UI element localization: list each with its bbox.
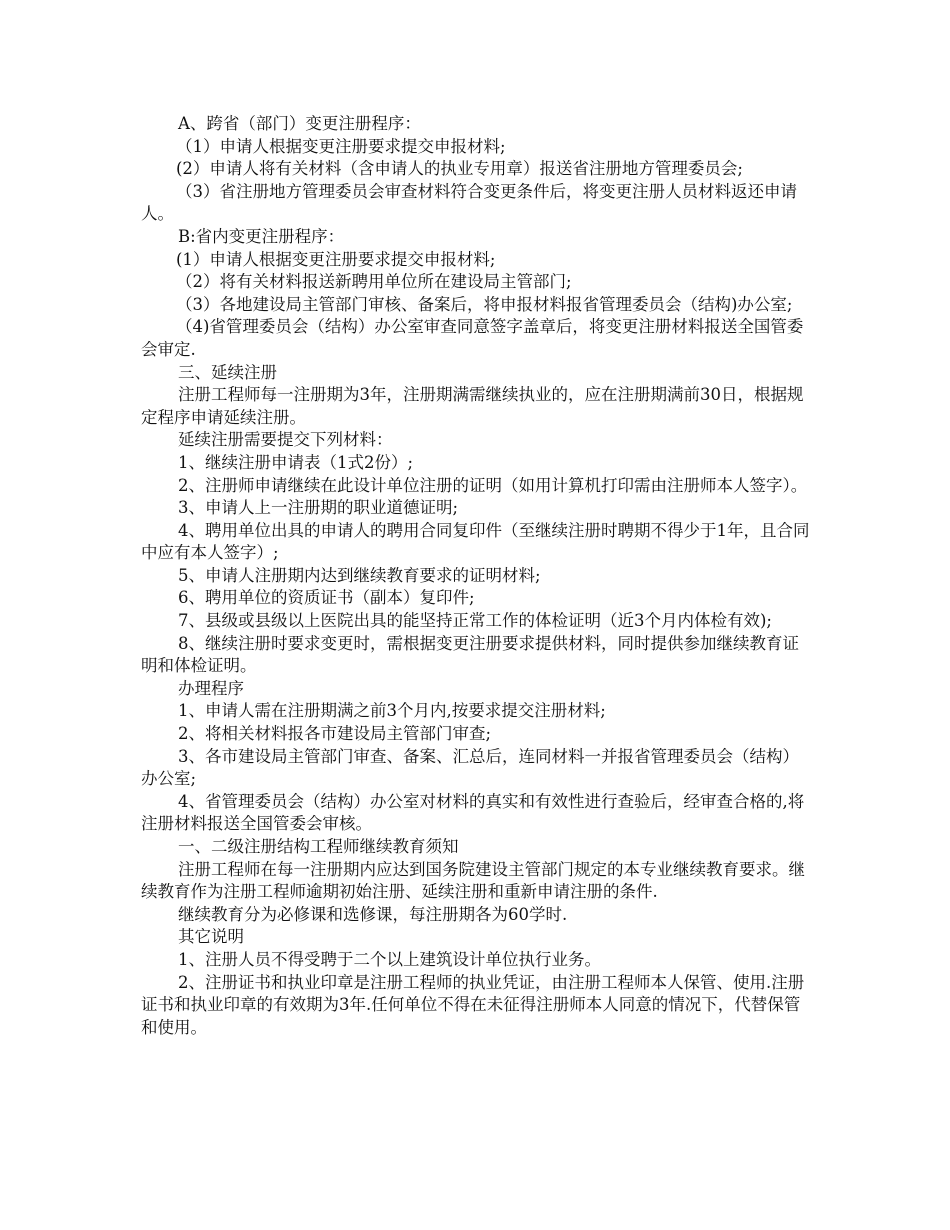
list-item: 2、注册证书和执业印章是注册工程师的执业凭证，由注册工程师本人保管、使用.注册证书和执业印章的有效期为3年.任何单位不得在未征得注册师本人同意的情况下，代替保管和使用。 [141,972,805,1037]
heading-continuing-education: 一、二级注册结构工程师继续教育须知 [178,837,459,856]
paragraph: （3）各地建设局主管部门审核、备案后，将申报材料报省管理委员会（结构)办公室; [176,294,793,314]
heading-procedure: 办理程序 [178,678,244,698]
paragraph: 继续教育分为必修课和选修课，每注册期各为60学时. [178,904,568,924]
list-item: 4、聘用单位出具的申请人的聘用合同复印件（至继续注册时聘期不得少于1年，且合同中应有本人签字）; [141,520,810,563]
list-item: 1、申请人需在注册期满之前3个月内,按要求提交注册材料; [178,701,606,721]
paragraph: （4)省管理委员会（结构）办公室审查同意签字盖章后，将变更注册材料报送全国管委会审定. [141,317,804,359]
heading-in-province-change: B:省内变更注册程序： [178,226,345,246]
list-item: 1、注册人员不得受聘于二个以上建筑设计单位执行业务。 [178,949,601,969]
list-item: 2、注册师申请继续在此设计单位注册的证明（如用计算机打印需由注册师本人签字）。 [178,475,808,495]
list-item: 1、继续注册申请表（1式2份）; [178,452,414,472]
list-item: 5、申请人注册期内达到继续教育要求的证明材料; [178,565,541,585]
paragraph: 延续注册需要提交下列材料： [178,430,393,450]
list-item: 3、申请人上一注册期的职业道德证明; [178,498,459,518]
heading-other-notes: 其它说明 [178,927,244,947]
paragraph: （3）省注册地方管理委员会审查材料符合变更条件后，将变更注册人员材料返还申请人。 [141,181,797,224]
paragraph: (1）申请人根据变更注册要求提交申报材料; [176,249,496,269]
document-body [141,113,811,1039]
list-item: 4、省管理委员会（结构）办公室对材料的真实和有效性进行查验后，经审查合格的,将注册材料报送全国管委会审核。 [141,791,805,834]
paragraph: (2）申请人将有关材料（含申请人的执业专用章）报送省注册地方管理委员会; [176,159,743,179]
paragraph: 注册工程师在每一注册期内应达到国务院建设主管部门规定的本专业继续教育要求。继续教育作为注册工程师逾期初始注册、延续注册和重新申请注册的条件. [141,859,805,902]
list-item: 8、继续注册时要求变更时，需根据变更注册要求提供材料，同时提供参加继续教育证明和体检证明。 [141,633,799,676]
paragraph: 注册工程师每一注册期为3年，注册期满需继续执业的，应在注册期满前30日，根据规定程序申请延续注册。 [141,385,804,427]
heading-cross-province-change: A、跨省（部门）变更注册程序： [178,114,421,133]
paragraph: （1）申请人根据变更注册要求提交申报材料; [176,136,506,156]
paragraph: （2）将有关材料报送新聘用单位所在建设局主管部门; [176,272,572,292]
list-item: 6、聘用单位的资质证书（副本）复印件; [178,588,475,608]
list-item: 7、县级或县级以上医院出具的能坚持正常工作的体检证明（近3个月内体检有效); [178,611,772,631]
list-item: 3、各市建设局主管部门审查、备案、汇总后，连同材料一并报省管理委员会（结构）办公室; [141,746,799,789]
heading-renewal-registration: 三、延续注册 [178,362,277,382]
list-item: 2、将相关材料报各市建设局主管部门审查; [178,724,492,744]
